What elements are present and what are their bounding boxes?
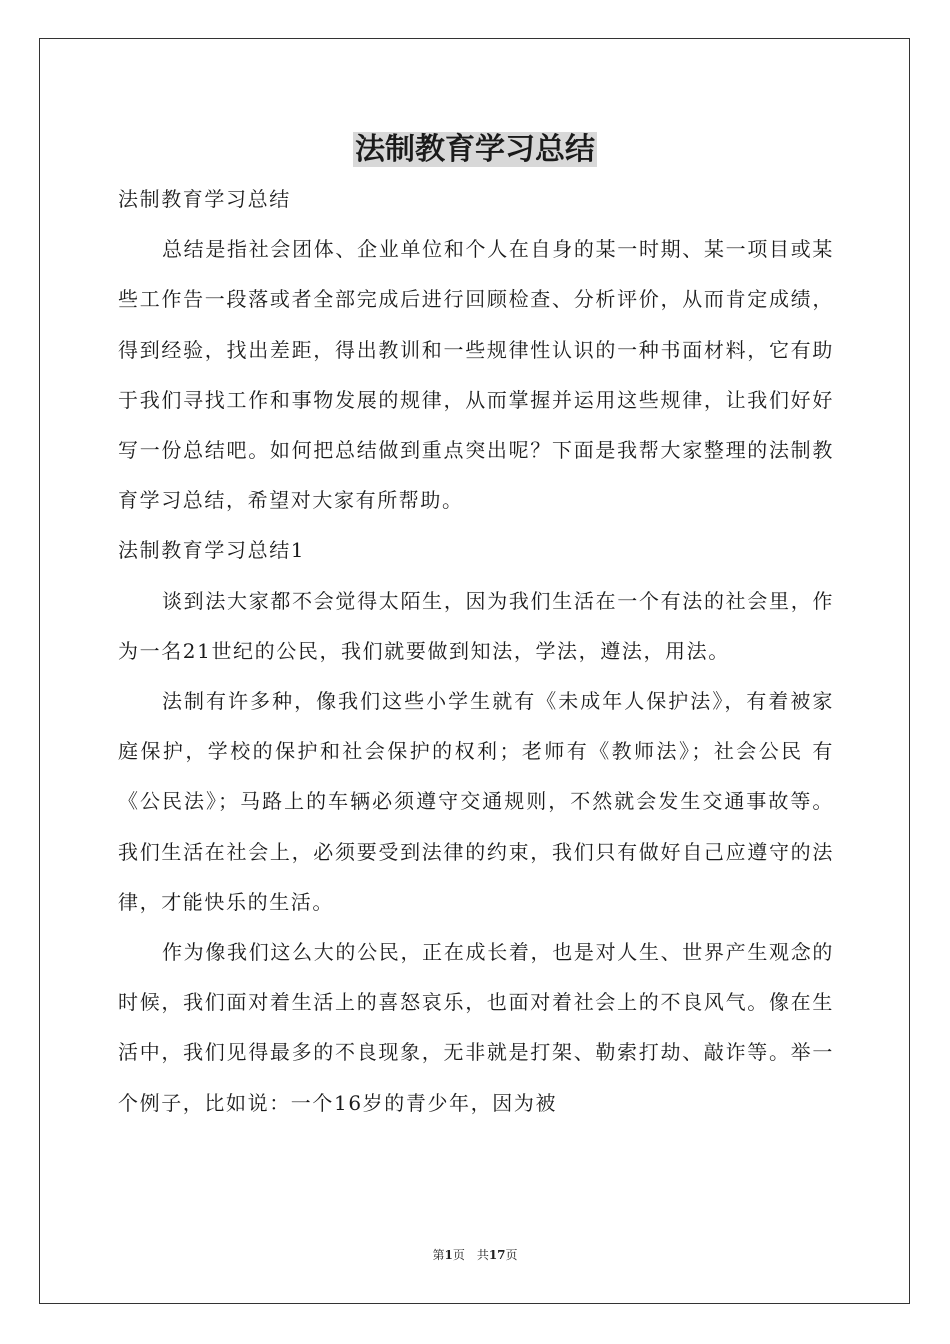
document-title xyxy=(0,126,950,174)
page-middle: 页 共 xyxy=(452,1248,489,1262)
document-body xyxy=(118,174,834,1128)
intro-paragraph: 总结是指社会团体、企业单位和个人在自身的某一时期、某一项目或某些工作告一段落或者全部完成后进行回顾检查、分析评价，从而肯定成绩，得到经验，找出差距，得出教训和一些规律性认识的一种书面材料，它有助于我们寻找工作和事物发展的规律，从而掌握并运用这些规律，让我们好好写一份总结吧。如何把总结做到重点突出呢？下面是我帮大家整理的法制教育学习总结，希望对大家有所帮助。 xyxy=(118,237,834,513)
body-paragraph: 法制有许多种，像我们这些小学生就有《未成年人保护法》，有着被家庭保护，学校的保护和社会保护的权利；老师有《教师法》；社会公民 有《公民法》；马路上的车辆必须遵守交通规则，不然就会发生交通事故等。我们生活在社会上，必须要受到法律的约束，我们只有做好自己应遵守的法律，才能快乐的生活。 xyxy=(118,689,834,914)
body-paragraph: 作为像我们这么大的公民，正在成长着，也是对人生、世界产生观念的时候，我们面对着生活上的喜怒哀乐，也面对着社会上的不良风气。像在生活中，我们见得最多的不良现象，无非就是打架、勒索打劫、敲诈等。举一个例子，比如说：一个16岁的青少年，因为被 xyxy=(118,940,834,1115)
page-suffix: 页 xyxy=(505,1248,518,1262)
document-title-text: 法制教育学习总结 xyxy=(355,132,595,167)
section-heading: 法制教育学习总结1 xyxy=(118,538,306,563)
page-number-total: 17 xyxy=(488,1248,506,1262)
page-footer xyxy=(0,1247,950,1263)
page-prefix: 第 xyxy=(432,1248,445,1262)
body-paragraph: 谈到法大家都不会觉得太陌生，因为我们生活在一个有法的社会里，作为一名21世纪的公民，我们就要做到知法，学法，遵法，用法。 xyxy=(118,588,834,663)
section-heading: 法制教育学习总结 xyxy=(118,187,291,211)
page-number-current: 1 xyxy=(444,1248,453,1262)
